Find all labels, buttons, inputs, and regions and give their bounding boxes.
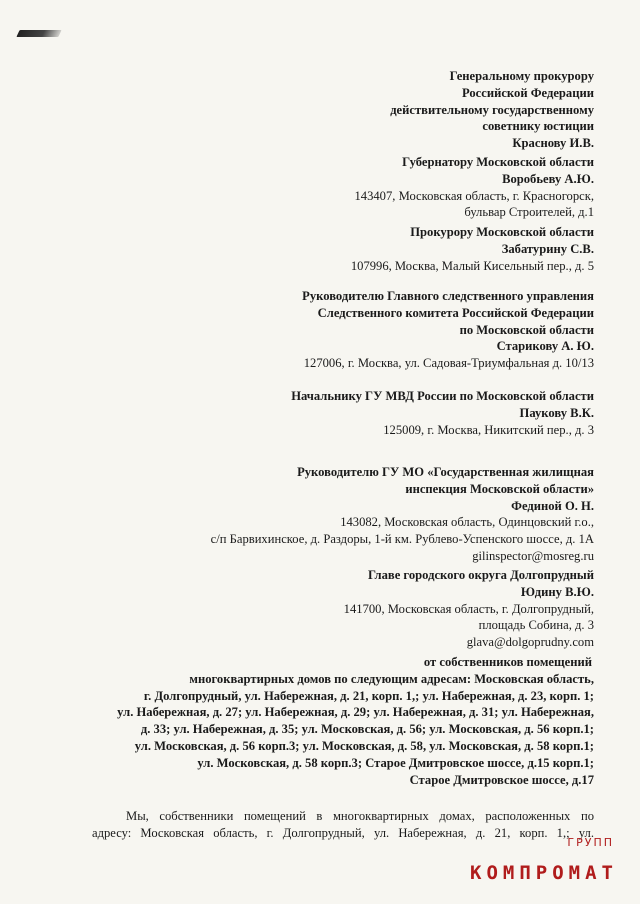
recipient-line: действительному государственному: [390, 102, 594, 117]
recipient-housing-inspection: [211, 464, 594, 565]
recipient-line: Начальнику ГУ МВД России по Московской области: [291, 389, 594, 403]
recipient-mvd: [291, 388, 594, 438]
recipient-line: Российской Федерации: [461, 85, 594, 100]
sender-line: многоквартирных домов по следующим адресам: Московская область,: [189, 671, 594, 686]
body-line: Мы, собственники помещений в многоквартирных домах, расположенных по: [126, 809, 594, 823]
watermark-sup: ГРУПП: [567, 836, 614, 849]
sender-line: г. Долгопрудный, ул. Набережная, д. 21, корп. 1,; ул. Набережная, д. 23, корп. 1;: [143, 688, 594, 703]
recipient-line: по Московской области: [459, 322, 594, 337]
recipient-line: Юдину В.Ю.: [520, 584, 594, 599]
recipient-line: Генеральному прокурору: [449, 69, 594, 83]
recipient-line: Руководителю ГУ МО «Государственная жилищная: [297, 465, 594, 479]
recipient-line: 125009, г. Москва, Никитский пер., д. 3: [383, 422, 594, 437]
recipient-email[interactable]: gilinspector@mosreg.ru: [472, 548, 594, 563]
recipient-line: инспекция Московской области»: [405, 481, 594, 496]
recipient-line: Старикову А. Ю.: [496, 339, 594, 354]
recipient-line: 141700, Московская область, г. Долгопрудный,: [343, 601, 594, 616]
recipient-line: площадь Собина, д. 3: [478, 618, 594, 633]
recipient-line: советнику юстиции: [482, 119, 594, 134]
recipient-line: Краснову И.В.: [512, 136, 594, 151]
sender-line: д. 33; ул. Набережная, д. 35; ул. Московская, д. 56; ул. Московская, д. 56 корп.1;: [140, 722, 594, 737]
recipient-investigative-committee: [302, 288, 594, 372]
recipient-prosecutor-general: [390, 68, 594, 152]
sender-line: ул. Московская, д. 56 корп.3; ул. Московская, д. 58, ул. Московская, д. 58 корп.1;: [134, 738, 594, 753]
body-line: адресу: Московская область, г. Долгопрудный, ул. Набережная, д. 21, корп. 1,; ул.: [92, 825, 594, 840]
recipient-line: Губернатору Московской области: [402, 155, 594, 169]
sender-line: ул. Набережная, д. 27; ул. Набережная, д. 29; ул. Набережная, д. 31; ул. Набережная,: [117, 705, 594, 720]
recipient-line: Руководителю Главного следственного управления: [302, 289, 594, 303]
sender-line: Старое Дмитровское шоссе, д.17: [409, 772, 594, 787]
recipient-governor: [354, 154, 594, 221]
scan-mark: [16, 30, 61, 37]
watermark-main: КОМПРОМАТ: [470, 862, 618, 884]
recipient-line: Прокурору Московской области: [410, 225, 594, 239]
sender-block: [90, 654, 594, 788]
sender-line: от собственников помещений: [423, 655, 592, 669]
recipient-line: 127006, г. Москва, ул. Садовая-Триумфальная д. 10/13: [303, 356, 594, 371]
recipient-city-head: [344, 567, 594, 651]
recipient-line: Паукову В.К.: [519, 405, 594, 420]
recipient-line: 143082, Московская область, Одинцовский г.о.,: [340, 515, 594, 530]
recipient-line: с/п Барвихинское, д. Раздоры, 1-й км. Рублево-Успенского шоссе, д. 1А: [210, 532, 594, 547]
recipient-regional-prosecutor: [351, 224, 594, 274]
recipient-line: бульвар Строителей, д.1: [464, 205, 594, 220]
sender-line: ул. Московская, д. 58 корп.3; Старое Дмитровское шоссе, д.15 корп.1;: [197, 755, 594, 770]
recipient-line: Фединой О. Н.: [511, 498, 594, 513]
recipient-line: 143407, Московская область, г. Красногорск,: [354, 188, 594, 203]
watermark-logo: [418, 832, 618, 884]
recipient-email[interactable]: glava@dolgoprudny.com: [466, 635, 594, 650]
recipient-line: Главе городского округа Долгопрудный: [367, 568, 594, 582]
recipient-line: Воробьеву А.Ю.: [502, 171, 594, 186]
recipient-line: Следственного комитета Российской Федерации: [317, 305, 594, 320]
recipient-line: 107996, Москва, Малый Кисельный пер., д. 5: [350, 258, 594, 273]
recipient-line: Забатурину С.В.: [501, 241, 594, 256]
